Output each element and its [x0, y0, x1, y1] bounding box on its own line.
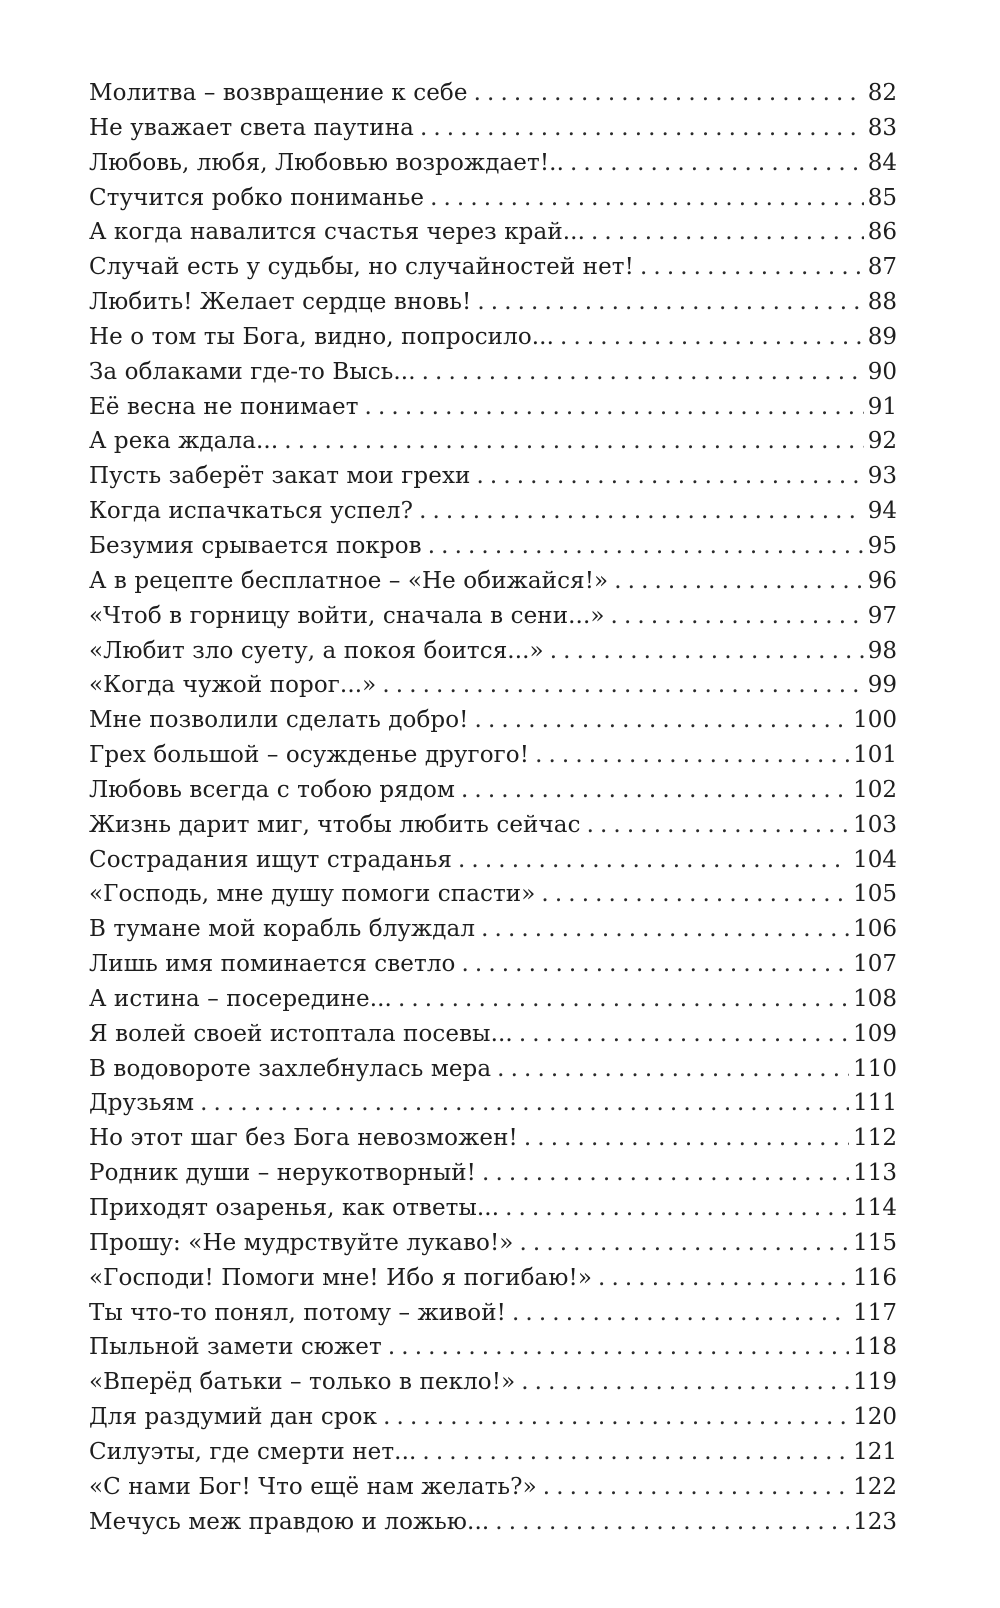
toc-dot-leader: [495, 1505, 849, 1540]
toc-dot-leader: [474, 76, 864, 111]
toc-entry-title: Не о том ты Бога, видно, попросило...: [89, 323, 555, 350]
toc-entry: [89, 459, 897, 494]
toc-entry: [89, 668, 897, 703]
toc-dot-leader: [482, 1156, 849, 1191]
toc-dot-leader: [458, 843, 849, 878]
toc-entry-page-number: 119: [853, 1369, 897, 1396]
toc-entry: [89, 1330, 897, 1365]
toc-entry-title: Прошу: «Не мудрствуйте лукаво!»: [89, 1229, 514, 1256]
toc-entry-page-number: 101: [853, 742, 897, 769]
toc-entry-page-number: 107: [853, 951, 897, 978]
toc-entry: [89, 634, 897, 669]
toc-entry-title: Ты что-то понял, потому – живой!: [89, 1299, 506, 1326]
toc-entry: [89, 1365, 897, 1400]
toc-entry: [89, 1226, 897, 1261]
toc-dot-leader: [461, 773, 849, 808]
toc-entry-title: Друзьям: [89, 1090, 195, 1117]
toc-entry: [89, 111, 897, 146]
toc-entry-title: В тумане мой корабль блуждал: [89, 916, 476, 943]
toc-dot-leader: [614, 564, 864, 599]
toc-entry: [89, 1470, 897, 1505]
toc-entry-title: В водовороте захлебнулась мера: [89, 1055, 492, 1082]
toc-entry-title: «С нами Бог! Что ещё нам желать?»: [89, 1473, 537, 1500]
toc-entry-title: Пыльной замети сюжет: [89, 1334, 382, 1361]
toc-dot-leader: [611, 599, 864, 634]
toc-entry-title: За облаками где-то Высь...: [89, 358, 416, 385]
toc-entry: [89, 1017, 897, 1052]
toc-dot-leader: [419, 494, 864, 529]
toc-entry: [89, 285, 897, 320]
toc-entry-title: Любовь всегда с тобою рядом: [89, 776, 455, 803]
toc-entry-title: А в рецепте бесплатное – «Не обижайся!»: [89, 567, 609, 594]
toc-entry-title: «Господь, мне душу помоги спасти»: [89, 881, 536, 908]
toc-entry-page-number: 86: [867, 219, 897, 246]
toc-entry-page-number: 88: [867, 289, 897, 316]
toc-entry: [89, 1435, 897, 1470]
toc-dot-leader: [284, 424, 863, 459]
toc-entry-title: Сострадания ищут страданья: [89, 846, 452, 873]
toc-entry-page-number: 114: [853, 1195, 897, 1221]
toc-entry-page-number: 121: [853, 1438, 897, 1465]
toc-entry-page-number: 113: [853, 1160, 897, 1187]
toc-entry-title: «Любит зло суету, а покоя боится...»: [89, 637, 544, 664]
toc-entry: [89, 1052, 897, 1087]
toc-dot-leader: [524, 1121, 849, 1156]
toc-dot-leader: [512, 1296, 849, 1331]
toc-dot-leader: [550, 634, 864, 669]
toc-dot-leader: [422, 1435, 849, 1470]
toc-entry: [89, 529, 897, 564]
toc-dot-leader: [383, 1400, 849, 1435]
toc-dot-leader: [535, 738, 849, 773]
toc-dot-leader: [430, 181, 864, 216]
toc-entry: [89, 320, 897, 355]
toc-dot-leader: [519, 1226, 849, 1261]
toc-entry-page-number: 83: [867, 114, 897, 141]
toc-entry: [89, 808, 897, 843]
toc-dot-leader: [428, 529, 864, 564]
toc-entry-page-number: 85: [867, 184, 897, 211]
toc-entry-title: «Вперёд батьки – только в пекло!»: [89, 1369, 516, 1396]
toc-entry-page-number: 103: [853, 811, 897, 838]
toc-entry-page-number: 105: [853, 881, 897, 908]
toc-dot-leader: [422, 355, 864, 390]
toc-dot-leader: [541, 877, 849, 912]
toc-entry-page-number: 94: [867, 498, 897, 525]
toc-entry-page-number: 97: [867, 602, 897, 629]
toc-entry-page-number: 106: [853, 916, 897, 943]
toc-entry: [89, 982, 897, 1017]
toc-entry: [89, 1505, 897, 1540]
toc-entry-page-number: 102: [853, 776, 897, 803]
toc-entry-page-number: 96: [867, 567, 897, 594]
toc-entry: [89, 703, 897, 738]
toc-entry-title: А когда навалится счастья через край...: [89, 219, 585, 246]
toc-entry-page-number: 111: [853, 1090, 897, 1117]
toc-entry-page-number: 91: [867, 393, 897, 420]
table-of-contents: [89, 76, 897, 1539]
toc-entry-title: Когда испачкаться успел?: [89, 498, 414, 525]
toc-dot-leader: [591, 215, 864, 250]
toc-entry: [89, 843, 897, 878]
toc-entry-title: Приходят озаренья, как ответы...: [89, 1195, 500, 1221]
toc-entry-page-number: 90: [867, 358, 897, 385]
toc-entry: [89, 912, 897, 947]
toc-dot-leader: [543, 1470, 849, 1505]
toc-entry: [89, 564, 897, 599]
toc-entry-page-number: 100: [853, 707, 897, 734]
toc-entry-title: Любовь, любя, Любовью возрождает!..: [89, 149, 564, 176]
toc-entry-page-number: 120: [853, 1404, 897, 1431]
toc-entry: [89, 1261, 897, 1296]
toc-entry: [89, 250, 897, 285]
toc-entry: [89, 146, 897, 181]
toc-dot-leader: [200, 1086, 849, 1121]
toc-entry-title: Но этот шаг без Бога невозможен!: [89, 1125, 518, 1152]
toc-entry: [89, 877, 897, 912]
toc-entry-page-number: 89: [867, 323, 897, 350]
toc-dot-leader: [398, 982, 849, 1017]
toc-entry-page-number: 84: [867, 149, 897, 176]
toc-entry: [89, 1086, 897, 1121]
toc-dot-leader: [476, 459, 863, 494]
toc-entry-page-number: 116: [853, 1264, 897, 1291]
toc-entry: [89, 355, 897, 390]
toc-entry-page-number: 93: [867, 463, 897, 490]
toc-dot-leader: [587, 808, 850, 843]
toc-entry-title: «Чтоб в горницу войти, сначала в сени...»: [89, 602, 605, 629]
toc-entry: [89, 1191, 897, 1226]
toc-entry: [89, 494, 897, 529]
toc-entry-title: Грех большой – осужденье другого!: [89, 742, 530, 769]
toc-entry-title: «Господи! Помоги мне! Ибо я погибаю!»: [89, 1264, 593, 1291]
toc-dot-leader: [505, 1191, 849, 1226]
toc-entry-page-number: 115: [853, 1229, 897, 1256]
toc-entry-page-number: 92: [867, 428, 897, 455]
toc-entry-page-number: 108: [853, 985, 897, 1012]
toc-entry-title: Молитва – возвращение к себе: [89, 80, 468, 106]
toc-entry-title: Мне позволили сделать добро!: [89, 707, 469, 734]
toc-entry-title: Любить! Желает сердце вновь!: [89, 289, 472, 316]
toc-entry: [89, 76, 897, 111]
toc-entry: [89, 773, 897, 808]
toc-entry-title: Её весна не понимает: [89, 393, 359, 420]
toc-entry-title: Для раздумий дан срок: [89, 1404, 378, 1431]
toc-entry-page-number: 117: [853, 1299, 897, 1326]
toc-dot-leader: [461, 947, 849, 982]
toc-entry: [89, 215, 897, 250]
toc-entry-title: Случай есть у судьбы, но случайностей нет!: [89, 254, 634, 281]
toc-dot-leader: [388, 1330, 849, 1365]
toc-entry-page-number: 82: [867, 80, 897, 106]
toc-entry: [89, 1121, 897, 1156]
toc-entry-page-number: 110: [853, 1055, 897, 1082]
toc-entry-page-number: 95: [867, 532, 897, 559]
toc-dot-leader: [560, 320, 864, 355]
toc-entry-title: Мечусь меж правдою и ложью...: [89, 1508, 490, 1535]
toc-entry-title: Стучится робко пониманье: [89, 184, 425, 211]
toc-dot-leader: [477, 285, 863, 320]
toc-entry-title: А истина – посередине...: [89, 985, 392, 1012]
toc-entry: [89, 181, 897, 216]
toc-entry-page-number: 109: [853, 1020, 897, 1047]
toc-entry: [89, 947, 897, 982]
toc-entry: [89, 599, 897, 634]
toc-entry-title: Я волей своей истоптала посевы...: [89, 1020, 513, 1047]
toc-entry-page-number: 99: [867, 672, 897, 699]
toc-entry: [89, 738, 897, 773]
toc-entry-page-number: 98: [867, 637, 897, 664]
toc-dot-leader: [420, 111, 864, 146]
toc-entry-page-number: 122: [853, 1473, 897, 1500]
toc-entry-title: Жизнь дарит миг, чтобы любить сейчас: [89, 811, 581, 838]
toc-entry-page-number: 123: [853, 1508, 897, 1535]
toc-entry-page-number: 87: [867, 254, 897, 281]
toc-dot-leader: [640, 250, 864, 285]
toc-entry-page-number: 112: [853, 1125, 897, 1152]
toc-entry: [89, 390, 897, 425]
toc-entry: [89, 1156, 897, 1191]
toc-entry-title: Пусть заберёт закат мои грехи: [89, 463, 471, 490]
toc-entry-title: «Когда чужой порог...»: [89, 672, 377, 699]
toc-dot-leader: [521, 1365, 849, 1400]
toc-entry-title: Безумия срывается покров: [89, 532, 422, 559]
toc-entry-title: Силуэты, где смерти нет...: [89, 1438, 417, 1465]
toc-entry-title: Лишь имя поминается светло: [89, 951, 456, 978]
toc-entry: [89, 1400, 897, 1435]
toc-dot-leader: [598, 1261, 849, 1296]
toc-entry-title: Родник души – нерукотворный!: [89, 1160, 477, 1187]
toc-entry: [89, 1296, 897, 1331]
toc-dot-leader: [382, 668, 863, 703]
toc-dot-leader: [497, 1052, 849, 1087]
toc-entry-title: Не уважает света паутина: [89, 114, 414, 141]
toc-dot-leader: [481, 912, 849, 947]
toc-entry-page-number: 104: [853, 846, 897, 873]
toc-entry-page-number: 118: [853, 1334, 897, 1361]
toc-dot-leader: [365, 390, 864, 425]
toc-dot-leader: [570, 146, 864, 181]
toc-entry-title: А река ждала...: [89, 428, 279, 455]
toc-dot-leader: [475, 703, 850, 738]
toc-entry: [89, 424, 897, 459]
toc-dot-leader: [519, 1017, 849, 1052]
